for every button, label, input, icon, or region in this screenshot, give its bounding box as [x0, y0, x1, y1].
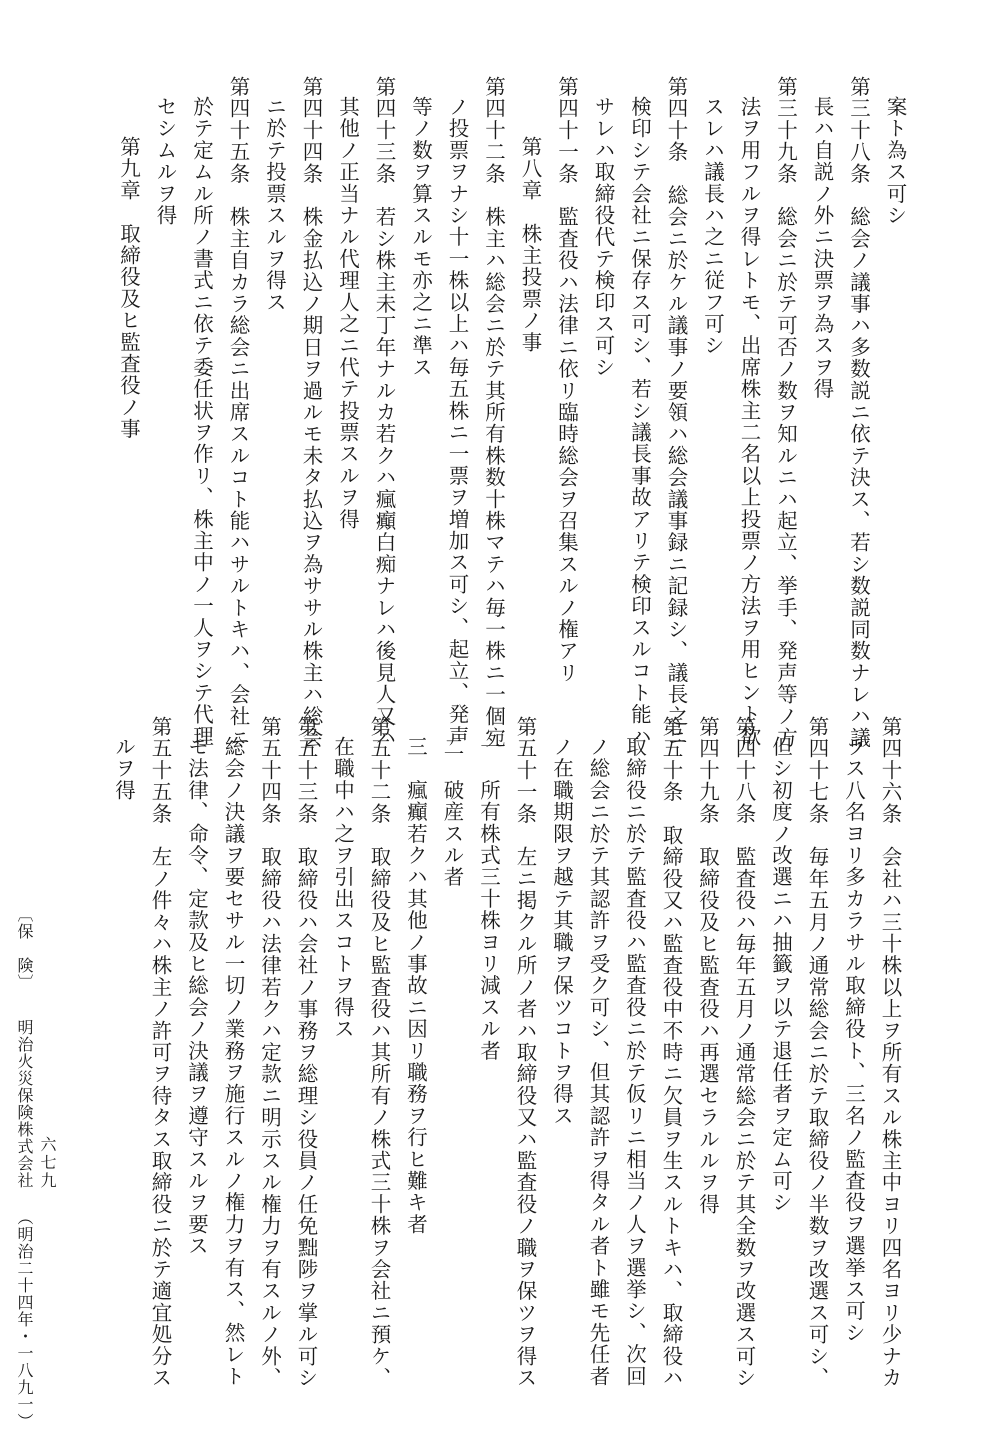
text-line: 第五十三条 取締役ハ会社ノ事務ヲ総理シ役員ノ任免黜陟ヲ掌ル可シ — [294, 716, 318, 1389]
footer-category: 〔保 険〕 — [15, 906, 34, 991]
text-line: 法ヲ用フルヲ得レトモ、出席株主二名以上投票ノ方法ヲ用ヒント欲 — [737, 96, 761, 747]
text-line: 第五十一条 左ニ掲クル所ノ者ハ取締役又ハ監査役ノ職ヲ保ツヲ得ス — [513, 716, 537, 1389]
text-line: 第四十条 総会ニ於ケル議事ノ要領ハ総会議事録ニ記録シ、議長之ニ — [664, 76, 688, 749]
list-item: 三 瘋癲若クハ其他ノ事故ニ因リ職務ヲ行ヒ難キ者 — [403, 736, 428, 1236]
text-line: スレハ議長ハ之ニ従フ可シ — [700, 96, 725, 357]
text-line: ルヲ得 — [111, 736, 136, 802]
text-line: 等ノ数ヲ算スルモ亦之ニ準ス — [408, 96, 433, 379]
text-line: セシムルヲ得 — [153, 96, 177, 227]
text-line: ラス八名ヨリ多カラサル取締役ト、三名ノ監査役ヲ選挙ス可シ — [841, 736, 866, 1344]
text-line: 総会ノ決議ヲ要セサル一切ノ業務ヲ施行スルノ権力ヲ有ス、然レト — [221, 736, 245, 1387]
text-line: 第四十一条 監査役ハ法律ニ依リ臨時総会ヲ召集スルノ権アリ — [554, 76, 579, 684]
text-line: 第四十六条 会社ハ三十株以上ヲ所有スル株主中ヨリ四名ヨリ少ナカ — [878, 716, 902, 1389]
running-footer — [12, 906, 36, 1430]
list-item: 二 破産スル者 — [440, 736, 464, 888]
text-line: 其他ノ正当ナル代理人之ニ代テ投票スルヲ得 — [335, 96, 360, 530]
lower-text-block — [105, 716, 908, 1389]
text-line: 第四十三条 若シ株主未丁年ナルカ若クハ瘋癲白痴ナレハ後見人又ハ — [372, 76, 396, 749]
chapter-heading: 第八章 株主投票ノ事 — [518, 136, 542, 353]
chapter-heading: 第九章 取締役及ヒ監査役ノ事 — [116, 136, 141, 440]
text-line: 長ハ自説ノ外ニ決票ヲ為スヲ得 — [810, 96, 834, 400]
text-line: 第五十二条 取締役及ヒ監査役ハ其所有ノ株式三十株ヲ会社ニ預ケ、 — [367, 716, 391, 1389]
text-line: 第四十八条 監査役ハ毎年五月ノ通常総会ニ於テ其全数ヲ改選ス可シ — [732, 716, 756, 1389]
text-line: 第五十四条 取締役ハ法律若クハ定款ニ明示スル権力ヲ有スルノ外、 — [257, 716, 282, 1389]
text-line: 第三十八条 総会ノ議事ハ多数説ニ依テ決ス、若シ数説同数ナレハ議 — [846, 76, 871, 749]
text-line: 在職中ハ之ヲ引出スコトヲ得ス — [330, 736, 355, 1040]
text-line: 第三十九条 総会ニ於テ可否ノ数ヲ知ルニハ起立、挙手、発声等ノ方 — [773, 76, 798, 749]
text-line: ノ在職期限ヲ越テ其職ヲ保ツコトヲ得ス — [549, 736, 574, 1127]
footer-year: （明治二十四年・一八九一） — [15, 1209, 34, 1430]
text-line: 第四十五条 株主自カラ総会ニ出席スルコト能ハサルトキハ、会社ニ — [226, 76, 250, 749]
text-line: 取締役ニ於テ監査役ハ監査役ニ於テ仮リニ相当ノ人ヲ選挙シ、次回 — [622, 736, 647, 1388]
text-line: モ法律、命令、定款及ヒ総会ノ決議ヲ遵守スルヲ要ス — [184, 736, 209, 1257]
text-line: 第四十九条 取締役及ヒ監査役ハ再選セラルルヲ得 — [695, 716, 720, 1216]
text-line: 第四十七条 毎年五月ノ通常総会ニ於テ取締役ノ半数ヲ改選ス可シ、 — [805, 716, 829, 1389]
text-line: ニ於テ投票スルヲ得ス — [262, 96, 287, 313]
text-line: ノ総会ニ於テ其認許ヲ受ク可シ、但其認許ヲ得タル者ト雖モ先任者 — [586, 736, 610, 1387]
text-line: ノ投票ヲナシ十一株以上ハ毎五株ニ一票ヲ増加ス可シ、起立、発声 — [445, 96, 469, 747]
text-line: サレハ取締役代テ検印ス可シ — [591, 96, 615, 379]
text-line: 案ト為ス可シ — [883, 96, 907, 227]
page-number: 六七九 — [38, 1136, 57, 1190]
text-line: 検印シテ会社ニ保存ス可シ、若シ議長事故アリテ検印スルコト能ハ — [627, 96, 652, 747]
text-line: 第五十五条 左ノ件々ハ株主ノ許可ヲ待タス取締役ニ於テ適宜処分ス — [148, 716, 172, 1389]
text-line: 但シ初度ノ改選ニハ抽籤ヲ以テ退任者ヲ定ム可シ — [768, 736, 793, 1214]
footer-company: 明治火災保険株式会社 — [15, 1019, 34, 1189]
text-line: 第四十四条 株金払込ノ期日ヲ過ルモ未タ払込ヲ為ササル株主ハ総会 — [299, 76, 323, 749]
text-line: 於テ定ムル所ノ書式ニ依テ委任状ヲ作リ、株主中ノ一人ヲシテ代理 — [189, 96, 214, 747]
upper-text-block — [110, 76, 913, 749]
text-line: 第五十条 取締役又ハ監査役中不時ニ欠員ヲ生スルトキハ、取締役ハ — [659, 716, 683, 1389]
text-line: 第四十二条 株主ハ総会ニ於テ其所有株数十株マテハ毎一株ニ一個宛 — [481, 76, 506, 749]
list-item: 一 所有株式三十株ヨリ減スル者 — [476, 736, 501, 1062]
